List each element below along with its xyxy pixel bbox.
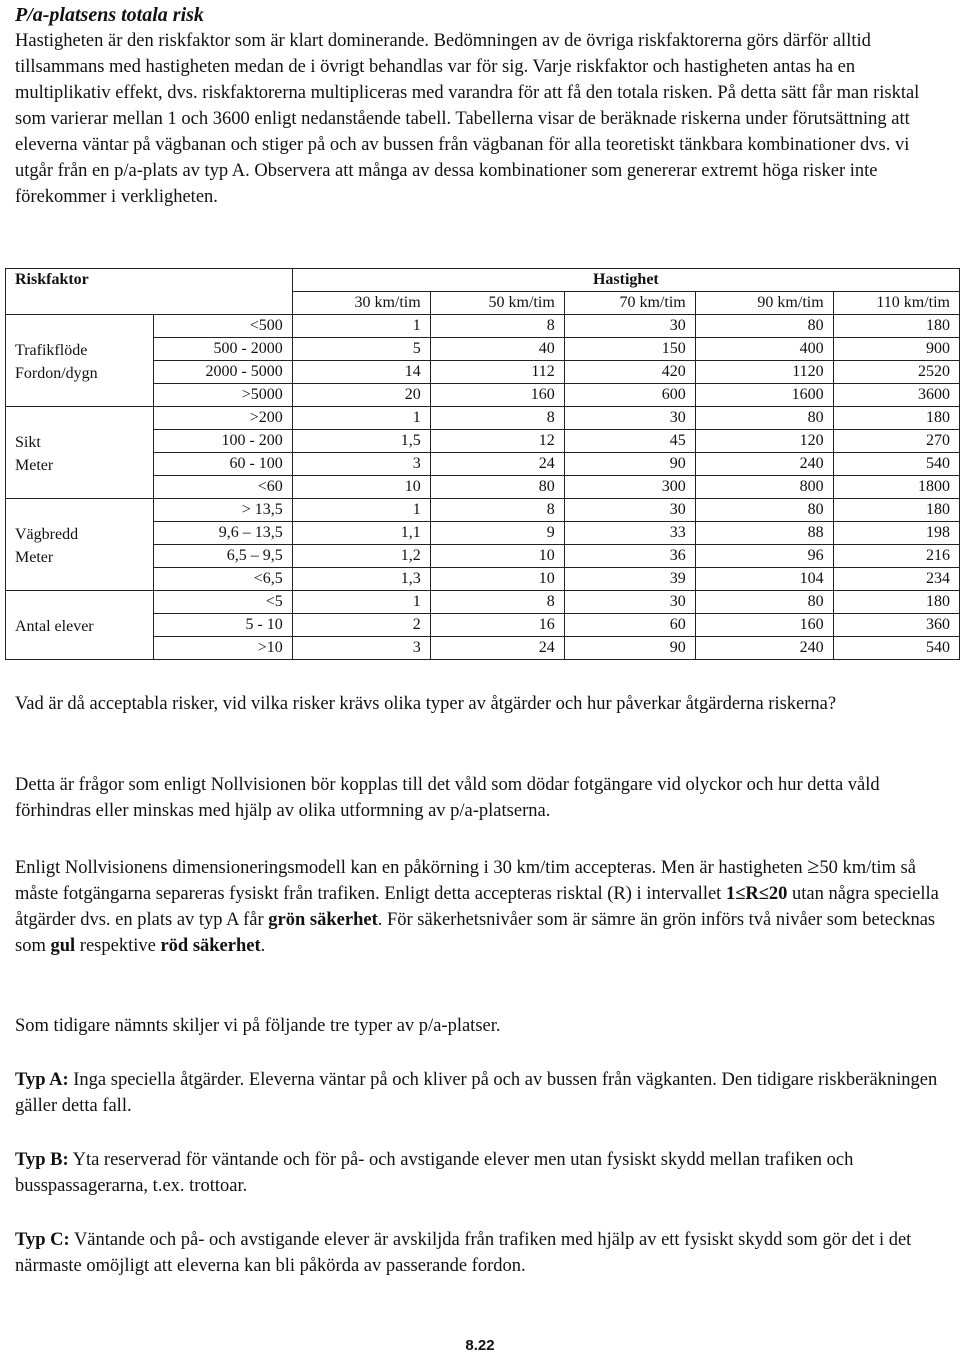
risk-value-cell: 540 — [833, 637, 959, 660]
risk-value-cell: 1,5 — [292, 430, 430, 453]
factor-header: Riskfaktor — [6, 269, 293, 315]
risk-value-cell: 1800 — [833, 476, 959, 499]
risk-value-cell: 10 — [292, 476, 430, 499]
range-cell: <6,5 — [153, 568, 292, 591]
risk-value-cell: 24 — [430, 637, 564, 660]
factor-label-line: Meter — [15, 457, 54, 474]
risk-value-cell: 400 — [695, 338, 833, 361]
risk-value-cell: 33 — [564, 522, 695, 545]
range-cell: 2000 - 5000 — [153, 361, 292, 384]
risk-value-cell: 1120 — [695, 361, 833, 384]
risk-value-cell: 240 — [695, 453, 833, 476]
risk-value-cell: 150 — [564, 338, 695, 361]
factor-label — [6, 407, 154, 499]
risk-value-cell: 2 — [292, 614, 430, 637]
factor-label — [6, 591, 154, 660]
model-paragraph — [15, 853, 950, 959]
risk-value-cell: 180 — [833, 315, 959, 338]
type-a-label: Typ A: — [15, 1070, 69, 1090]
discussion-paragraph: Detta är frågor som enligt Nollvisionen bör kopplas till det våld som dödar fotgängare vid olyckor och hur detta våld förhindras eller minskas med hjälp av olika utformning av p/a-platserna. — [15, 775, 880, 821]
model-text: . — [260, 936, 266, 956]
risk-value-cell: 80 — [695, 591, 833, 614]
table-row — [6, 591, 960, 614]
section-heading: P/a-platsens totala risk — [15, 4, 204, 26]
range-cell: <500 — [153, 315, 292, 338]
document-page — [15, 0, 950, 210]
risk-value-cell: 3 — [292, 637, 430, 660]
model-text: respektive — [75, 936, 161, 956]
range-cell: <60 — [153, 476, 292, 499]
page-number: 8.22 — [465, 1337, 495, 1354]
yellow-level: gul — [50, 936, 76, 956]
risk-value-cell: 30 — [564, 407, 695, 430]
risk-value-cell: 30 — [564, 499, 695, 522]
speed-header: Hastighet — [292, 269, 959, 292]
risk-value-cell: 180 — [833, 499, 959, 522]
red-level: röd säkerhet — [160, 936, 261, 956]
range-cell: 9,6 – 13,5 — [153, 522, 292, 545]
range-cell: 100 - 200 — [153, 430, 292, 453]
risk-value-cell: 20 — [292, 384, 430, 407]
risk-value-cell: 1 — [292, 591, 430, 614]
speed-label: 70 km/tim — [564, 292, 695, 315]
type-a-paragraph — [15, 1067, 950, 1119]
risk-value-cell: 8 — [430, 407, 564, 430]
green-level: grön säkerhet — [268, 910, 378, 930]
question-paragraph: Vad är då acceptabla risker, vid vilka risker krävs olika typer av åtgärder och hur påverkar åtgärderna riskerna? — [15, 694, 837, 714]
risk-value-cell: 420 — [564, 361, 695, 384]
type-c-paragraph — [15, 1227, 950, 1279]
range-cell: 500 - 2000 — [153, 338, 292, 361]
risk-value-cell: 360 — [833, 614, 959, 637]
table-row — [6, 315, 960, 338]
risk-value-cell: 16 — [430, 614, 564, 637]
range-cell: >10 — [153, 637, 292, 660]
risk-value-cell: 14 — [292, 361, 430, 384]
range-cell: <5 — [153, 591, 292, 614]
risk-value-cell: 540 — [833, 453, 959, 476]
risk-value-cell: 3600 — [833, 384, 959, 407]
risk-value-cell: 80 — [695, 407, 833, 430]
factor-label-line — [15, 315, 144, 339]
speed-label: 90 km/tim — [695, 292, 833, 315]
range-cell: >5000 — [153, 384, 292, 407]
risk-value-cell: 3 — [292, 453, 430, 476]
risk-value-cell: 60 — [564, 614, 695, 637]
risk-value-cell: 40 — [430, 338, 564, 361]
risk-value-cell: 180 — [833, 407, 959, 430]
risk-value-cell: 270 — [833, 430, 959, 453]
risk-value-cell: 600 — [564, 384, 695, 407]
risk-value-cell: 9 — [430, 522, 564, 545]
risk-value-cell: 1600 — [695, 384, 833, 407]
risk-value-cell: 900 — [833, 338, 959, 361]
model-text: Enligt Nollvisionens dimensioneringsmodell kan en påkörning i 30 km/tim accepteras. Men är hastigheten — [15, 858, 808, 878]
risk-value-cell: 24 — [430, 453, 564, 476]
range-cell: 5 - 10 — [153, 614, 292, 637]
risk-value-cell: 300 — [564, 476, 695, 499]
risk-value-cell: 160 — [430, 384, 564, 407]
table-header-row — [6, 269, 960, 292]
type-a-text: Inga speciella åtgärder. Eleverna väntar på och kliver på och av bussen från vägkanten. Den tidigare riskberäkningen gäller detta fall. — [15, 1070, 938, 1116]
type-c-text: Väntande och på- och avstigande elever är avskiljda från trafiken med hjälp av ett fysiskt skydd som gör det i det närmaste omöjligt att eleverna kan bli påkörda av passerande fordon. — [15, 1230, 912, 1276]
table-row — [6, 407, 960, 430]
type-b-label: Typ B: — [15, 1150, 69, 1170]
risk-value-cell: 1,1 — [292, 522, 430, 545]
factor-label-line: Meter — [15, 549, 54, 566]
ge-symbol: ≥ — [807, 853, 820, 878]
factor-label-line: Antal elever — [15, 617, 94, 635]
risk-value-cell: 234 — [833, 568, 959, 591]
risk-value-cell: 112 — [430, 361, 564, 384]
risk-value-cell: 104 — [695, 568, 833, 591]
factor-label-line — [15, 407, 144, 431]
risk-value-cell: 10 — [430, 545, 564, 568]
risk-value-cell: 1,2 — [292, 545, 430, 568]
range-cell: >200 — [153, 407, 292, 430]
intro-paragraph: Hastigheten är den riskfaktor som är klart dominerande. Bedömningen av de övriga riskfaktorerna görs därför alltid tillsammans med hastigheten medan de i övrigt behandlas var för sig. Varje riskfaktor och hastigheten antas ha en multiplikativ effekt, dvs. riskfaktorerna multipliceras med varandra för att få den totala risken. På detta sätt får man risktal som varierar mellan 1 och 3600 enligt nedanstående tabell. Tabellerna visar de beräknade riskerna under förutsättning att eleverna väntar på vägbanan och stiger på och av bussen från vägbanan för alla teoretiskt tänkbara kombinationer dvs. vi utgår från en p/a-plats av typ A. Observera att många av dessa kombinationer som genererar extremt höga risker inte förekommer i verkligheten. — [15, 31, 920, 207]
type-b-paragraph — [15, 1147, 950, 1199]
factor-label-line: Trafikflöde — [15, 341, 88, 359]
range-cell: 60 - 100 — [153, 453, 292, 476]
risk-table — [5, 268, 960, 660]
risk-value-cell: 180 — [833, 591, 959, 614]
risk-value-cell: 80 — [695, 499, 833, 522]
risk-value-cell: 2520 — [833, 361, 959, 384]
speed-label: 50 km/tim — [430, 292, 564, 315]
risk-value-cell: 39 — [564, 568, 695, 591]
risk-value-cell: 12 — [430, 430, 564, 453]
risk-value-cell: 10 — [430, 568, 564, 591]
table-row — [6, 499, 960, 522]
risk-value-cell: 8 — [430, 499, 564, 522]
risk-value-cell: 90 — [564, 637, 695, 660]
risk-value-cell: 88 — [695, 522, 833, 545]
risk-value-cell: 8 — [430, 591, 564, 614]
risk-value-cell: 120 — [695, 430, 833, 453]
risk-value-cell: 216 — [833, 545, 959, 568]
risk-value-cell: 80 — [695, 315, 833, 338]
interval-text: 1≤R≤20 — [725, 884, 788, 904]
risk-value-cell: 198 — [833, 522, 959, 545]
risk-value-cell: 96 — [695, 545, 833, 568]
types-intro-paragraph: Som tidigare nämnts skiljer vi på följande tre typer av p/a-platser. — [15, 1016, 501, 1036]
risk-value-cell: 36 — [564, 545, 695, 568]
speed-label: 30 km/tim — [292, 292, 430, 315]
risk-value-cell: 90 — [564, 453, 695, 476]
risk-value-cell: 1 — [292, 407, 430, 430]
model-text: . För säkerhetsnivåer som är sämre än grön införs två nivåer som betecknas som — [15, 910, 936, 956]
factor-label-line — [15, 591, 144, 615]
type-c-label: Typ C: — [15, 1230, 70, 1250]
range-cell: > 13,5 — [153, 499, 292, 522]
factor-label-line: Vägbredd — [15, 525, 79, 543]
range-cell: 6,5 – 9,5 — [153, 545, 292, 568]
risk-value-cell: 1,3 — [292, 568, 430, 591]
risk-value-cell: 1 — [292, 315, 430, 338]
risk-value-cell: 8 — [430, 315, 564, 338]
risk-value-cell: 45 — [564, 430, 695, 453]
factor-label-line: Fordon/dygn — [15, 365, 98, 382]
factor-label-line — [15, 499, 144, 523]
risk-value-cell: 30 — [564, 315, 695, 338]
risk-value-cell: 240 — [695, 637, 833, 660]
factor-label — [6, 499, 154, 591]
risk-value-cell: 800 — [695, 476, 833, 499]
risk-value-cell: 30 — [564, 591, 695, 614]
risk-value-cell: 160 — [695, 614, 833, 637]
model-text: utan några speciella åtgärder dvs. en plats av typ A får — [15, 884, 939, 930]
factor-label-line: Sikt — [15, 433, 41, 451]
factor-label — [6, 315, 154, 407]
risk-value-cell: 1 — [292, 499, 430, 522]
model-text: 50 km/tim så måste fotgängarna separeras fysiskt från trafiken. Enligt detta accepteras risktal (R) i intervallet — [15, 858, 916, 904]
type-b-text: Yta reserverad för väntande och för på- och avstigande elever men utan fysiskt skydd mellan trafiken och busspassagerarna, t.ex. trottoar. — [15, 1150, 854, 1196]
speed-label: 110 km/tim — [833, 292, 959, 315]
risk-value-cell: 80 — [430, 476, 564, 499]
risk-value-cell: 5 — [292, 338, 430, 361]
